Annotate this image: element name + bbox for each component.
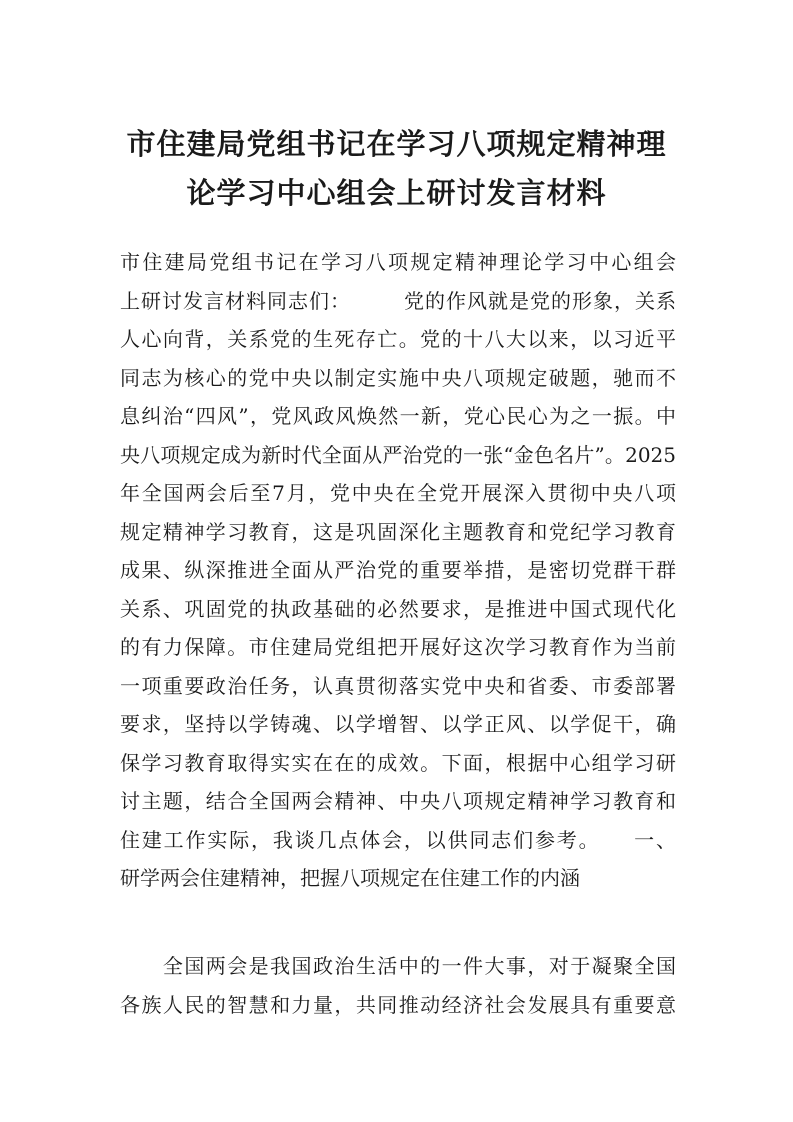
text-line: 住建工作实际，我谈几点体会，以供同志们参考。 一、 — [120, 827, 676, 852]
text-line: 一项重要政治任务，认真贯彻落实党中央和省委、市委部署 — [120, 673, 676, 698]
text-line: 的有力保障。市住建局党组把开展好这次学习教育作为当前 — [120, 635, 676, 659]
text-line: 市住建局党组书记在学习八项规定精神理论学习中心组会 — [120, 250, 676, 274]
text-line: 同志为核心的党中央以制定实施中央八项规定破题，驰而不 — [120, 365, 676, 390]
body-paragraph-1 — [120, 243, 676, 898]
text-line: 各族人民的智慧和力量，共同推动经济社会发展具有重要意 — [120, 992, 676, 1017]
text-line: 人心向背，关系党的生死存亡。党的十八大以来，以习近平 — [120, 327, 676, 351]
text-line: 央八项规定成为新时代全面从严治党的一张“金色名片”。2025 — [120, 442, 676, 467]
text-line: 讨主题，结合全国两会精神、中央八项规定精神学习教育和 — [120, 789, 676, 813]
text-line: 息纠治“四风”，党风政风焕然一新，党心民心为之一振。中 — [120, 404, 676, 428]
text-line: 成果、纵深推进全面从严治党的重要举措，是密切党群干群 — [120, 558, 676, 582]
text-line: 上研讨发言材料同志们： 党的作风就是党的形象，关系 — [120, 288, 676, 313]
text-line: 规定精神学习教育，这是巩固深化主题教育和党纪学习教育 — [120, 519, 676, 544]
document-title-line-1: 市住建局党组书记在学习八项规定精神理 — [126, 127, 667, 161]
section-heading-line: 研学两会住建精神，把握八项规定在住建工作的内涵 — [120, 866, 580, 890]
text-line: 年全国两会后至7月，党中央在全党开展深入贯彻中央八项 — [120, 481, 676, 505]
text-line: 全国两会是我国政治生活中的一件大事，对于凝聚全国 — [120, 954, 676, 978]
body-paragraph-2 — [120, 947, 676, 1024]
text-line: 保学习教育取得实实在在的成效。下面，根据中心组学习研 — [120, 750, 676, 775]
text-line: 要求，坚持以学铸魂、以学增智、以学正风、以学促干，确 — [120, 712, 676, 736]
text-line: 关系、巩固党的执政基础的必然要求，是推进中国式现代化 — [120, 596, 676, 621]
document-title-line-2: 论学习中心组会上研讨发言材料 — [186, 176, 607, 210]
